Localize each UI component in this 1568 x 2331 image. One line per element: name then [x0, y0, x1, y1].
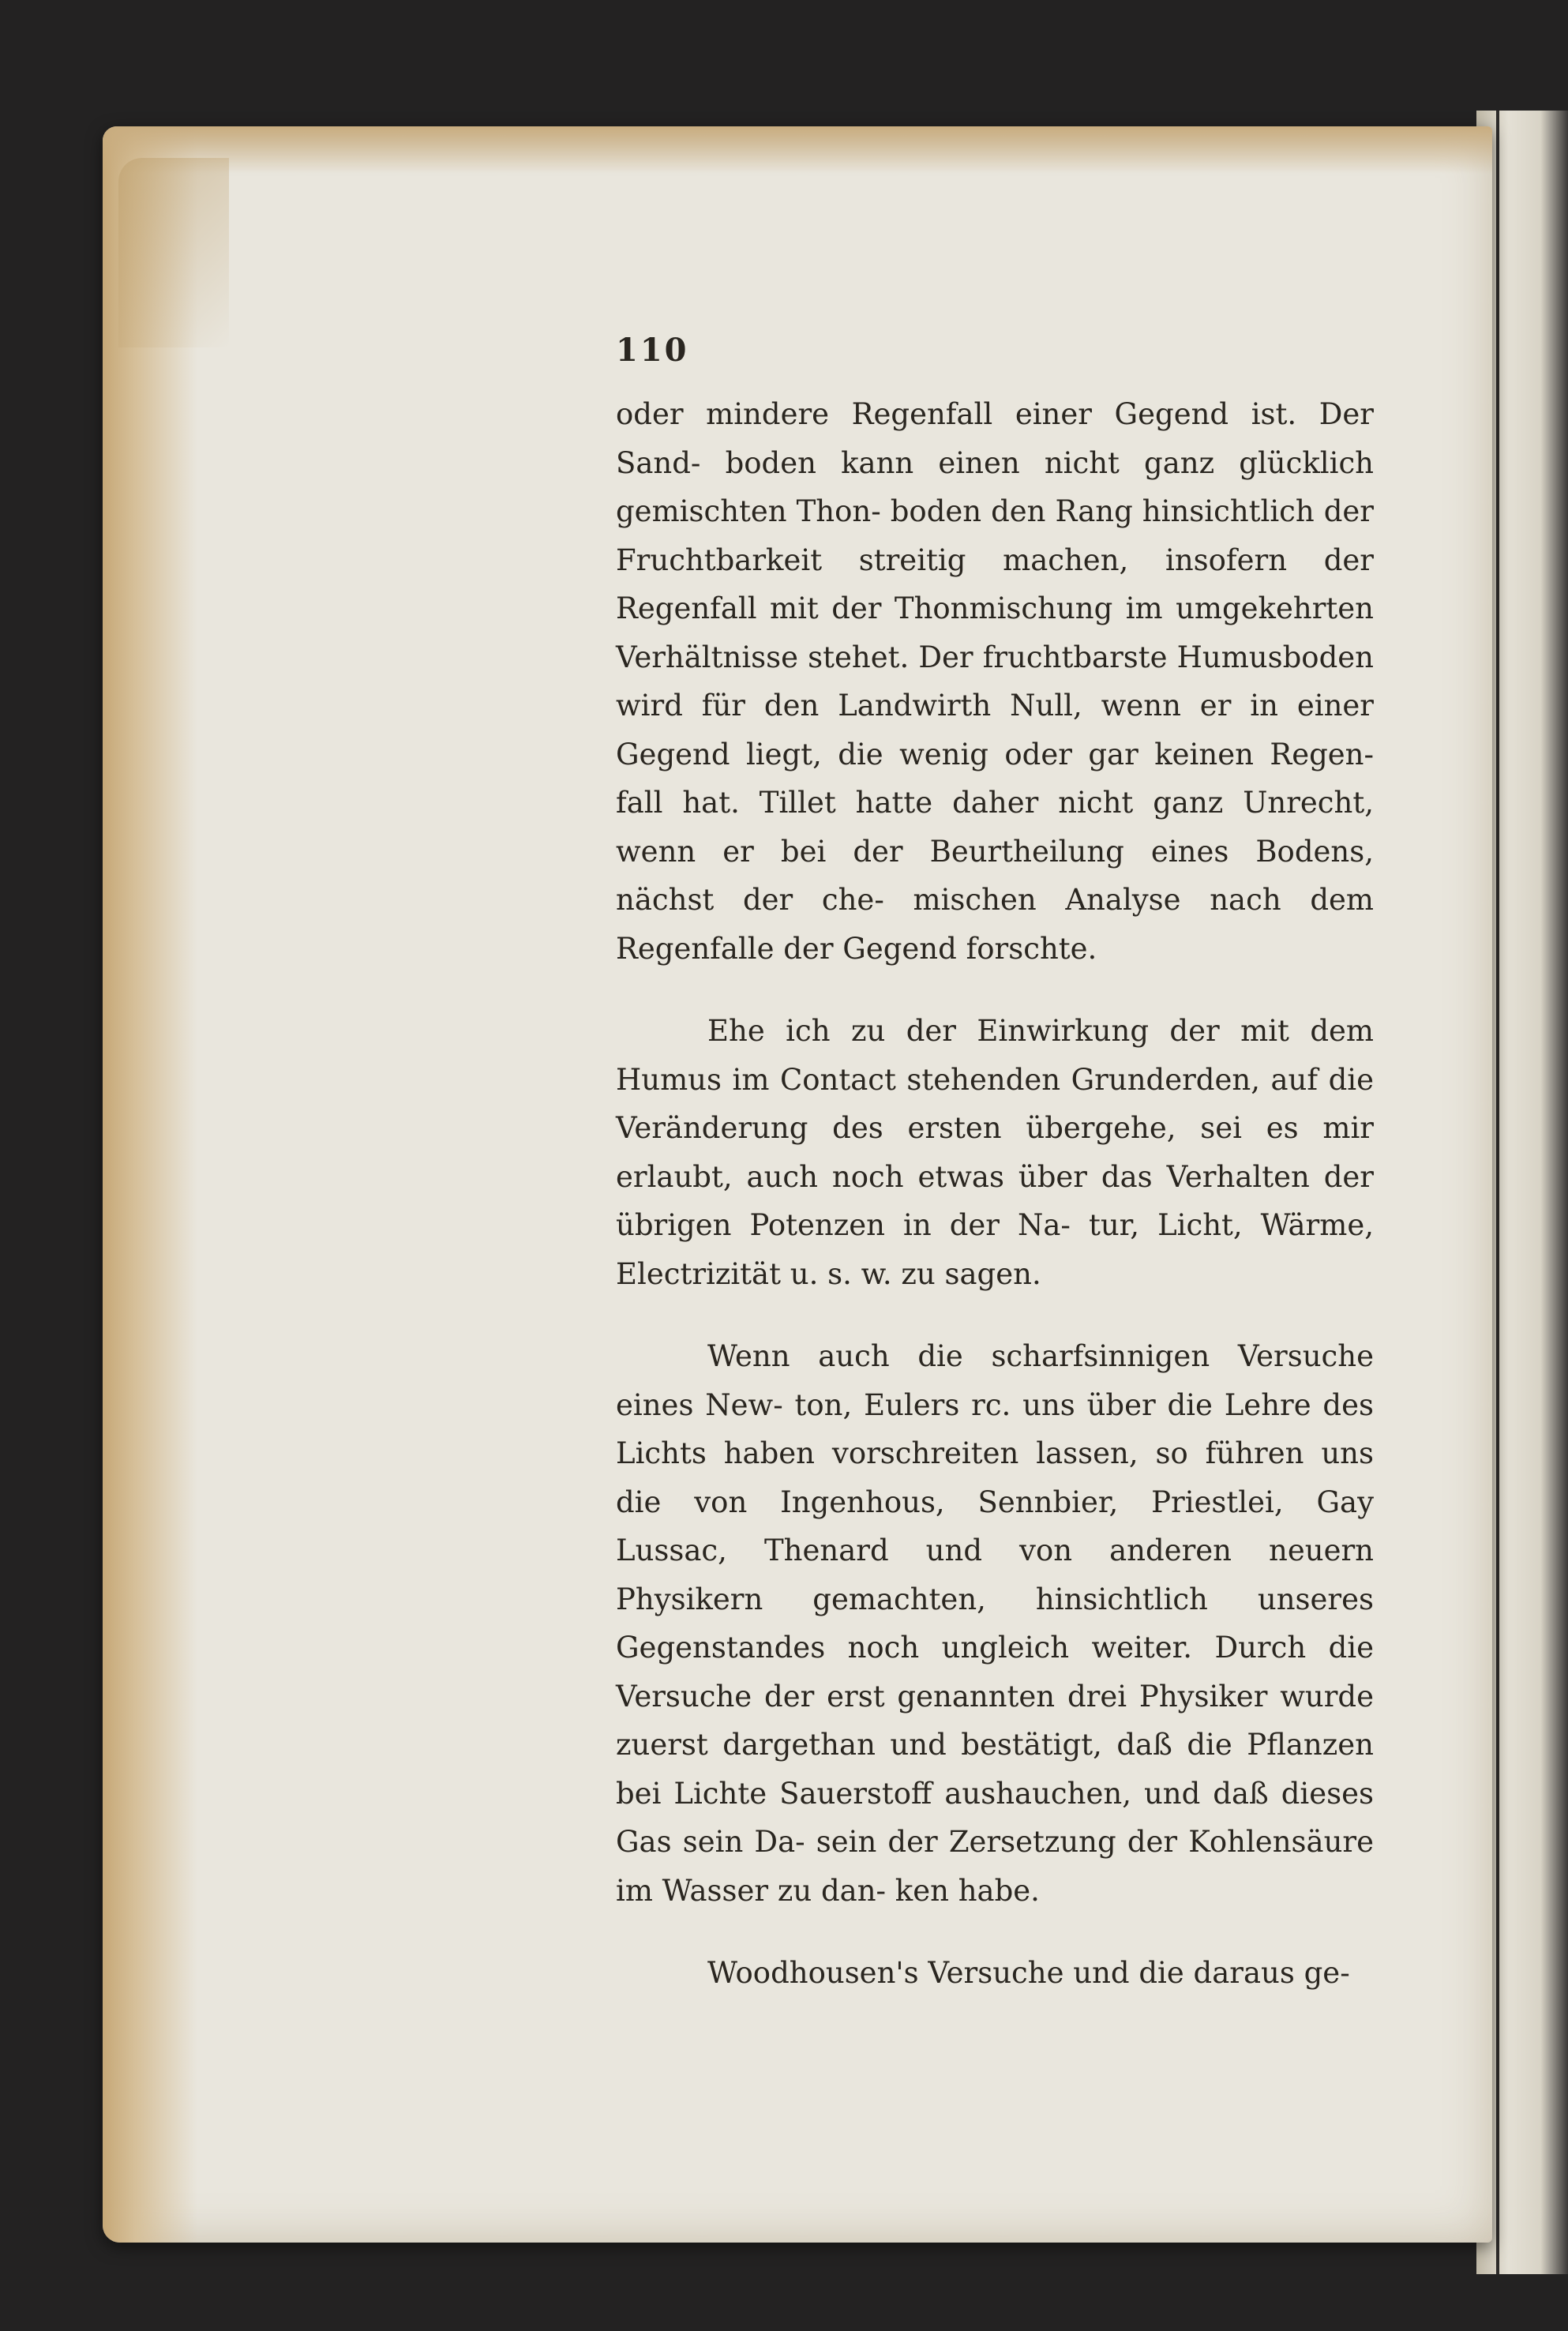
paragraph-1: oder mindere Regenfall einer Gegend ist. Der Sand- boden kann einen nicht ganz glücklich gemischten Thon- boden den Rang hinsichtlich der Fruchtbarkeit streitig machen, insofern der Regenfall mit der Thonmischung im umgekehrten Verhältnisse stehet. Der fruchtbarste Humusboden wird für den Landwirth Null, wenn er in einer Gegend liegt, die wenig oder gar keinen Regen- fall hat. Tillet hatte daher nicht ganz Unrecht, wenn er bei der Beurtheilung eines Bodens, nächst der che- mischen Analyse nach dem Regenfalle der Gegend forschte.: [616, 397, 1374, 966]
paragraph-4: Woodhousen's Versuche und die daraus ge-: [707, 1956, 1350, 1990]
paragraph-2: Ehe ich zu der Einwirkung der mit dem Humus im Contact stehenden Grunderden, auf die Veränderung des ersten übergehe, sei es mir erlaubt, auch noch etwas über das Verhalten der übrigen Potenzen in der Na- tur, Licht, Wärme, Electrizität u. s. w. zu sagen.: [616, 1014, 1374, 1291]
page-number: 110: [616, 332, 689, 369]
text-block: [616, 332, 1374, 1998]
page-worn-edge: [103, 126, 197, 2243]
paragraph-3: Wenn auch die scharfsinnigen Versuche eines New- ton, Eulers rc. uns über die Lehre des Lichts haben vorschreiten lassen, so führen uns die von Ingenhous, Sennbier, Priestlei, Gay Lussac, Thenard und von anderen neuern Physikern gemachten, hinsichtlich unseres Gegenstandes noch ungleich weiter. Durch die Versuche der erst genannten drei Physiker wurde zuerst dargethan und bestätigt, daß die Pflanzen bei Lichte Sauerstoff aushauchen, und daß dieses Gas sein Da- sein der Zersetzung der Kohlensäure im Wasser zu dan- ken habe.: [616, 1339, 1374, 1908]
spine-line: [1496, 111, 1499, 2274]
page-corner-fold: [118, 158, 229, 347]
page-top-edge: [103, 126, 1492, 174]
